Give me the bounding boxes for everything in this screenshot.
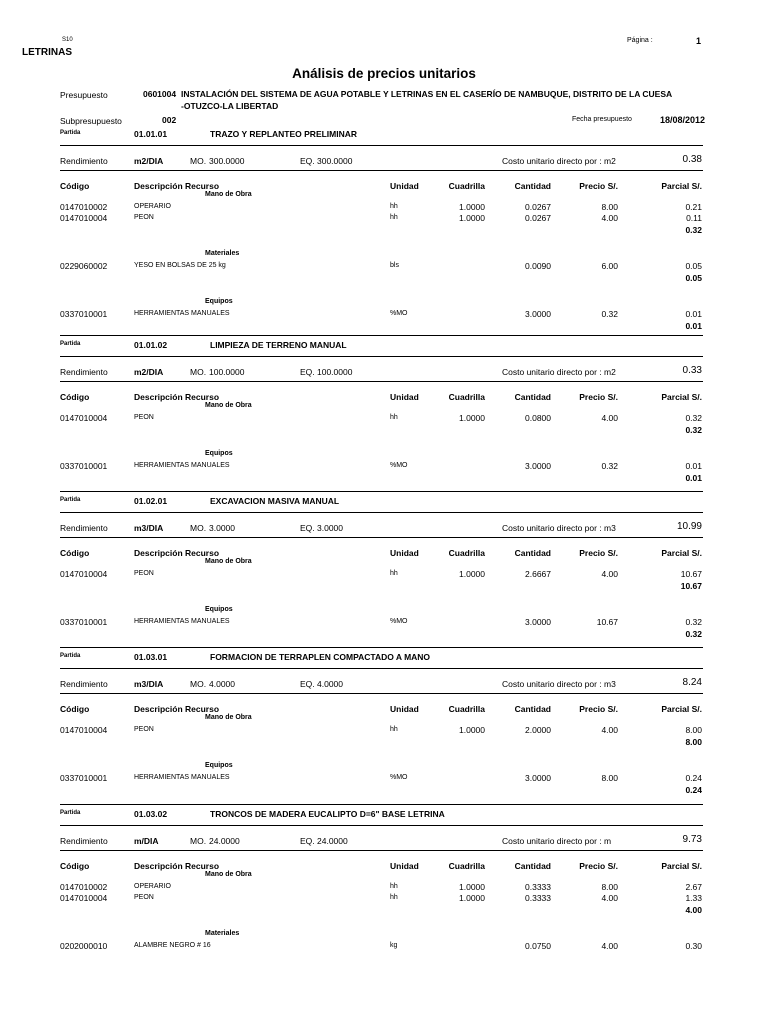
resource-precio: 6.00 [601, 261, 618, 271]
resource-code: 0337010001 [60, 617, 108, 627]
resource-code: 0147010004 [60, 725, 108, 735]
page-label: Página : [627, 37, 653, 44]
costo-unitario-value: 8.24 [682, 677, 702, 688]
column-codigo: Código [60, 548, 90, 558]
group-title: Mano de Obra [205, 871, 252, 878]
resource-parcial: 0.30 [685, 941, 702, 951]
subpresupuesto-code: 002 [162, 115, 177, 125]
resource-unit: hh [390, 414, 398, 421]
column-cantidad: Cantidad [514, 392, 551, 402]
resource-cuadrilla: 1.0000 [459, 725, 485, 735]
partida-name: TRAZO Y REPLANTEO PRELIMINAR [210, 129, 358, 139]
mo-label: MO. [190, 679, 207, 689]
eq-value: 24.0000 [317, 836, 348, 846]
rendimiento-unit: m2/DIA [134, 156, 164, 166]
partida-label: Partida [60, 130, 81, 136]
column-parcial: Parcial S/. [661, 704, 702, 714]
resource-precio: 4.00 [601, 893, 618, 903]
resource-code: 0337010001 [60, 461, 108, 471]
partida-label: Partida [60, 341, 81, 347]
column-precio: Precio S/. [579, 181, 618, 191]
resource-unit: hh [390, 883, 398, 890]
resource-unit: kg [390, 942, 398, 949]
presupuesto-code: 0601004 [143, 89, 177, 99]
costo-unitario-label: Costo unitario directo por : m3 [502, 523, 616, 533]
partida-divider [60, 145, 703, 146]
costo-unitario-value: 0.38 [682, 154, 702, 165]
resource-precio: 8.00 [601, 202, 618, 212]
group-subtotal: 0.32 [685, 629, 702, 639]
column-unidad: Unidad [390, 548, 419, 558]
eq-value: 100.0000 [317, 367, 353, 377]
resource-parcial: 1.33 [685, 893, 702, 903]
column-precio: Precio S/. [579, 861, 618, 871]
resource-code: 0147010002 [60, 882, 108, 892]
resource-parcial: 0.01 [685, 461, 702, 471]
resource-parcial: 0.21 [685, 202, 702, 212]
column-cuadrilla: Cuadrilla [448, 548, 485, 558]
eq-label: EQ. [300, 156, 315, 166]
rendimiento-label: Rendimiento [60, 523, 108, 533]
resource-description: PEON [134, 570, 154, 577]
resource-cantidad: 3.0000 [525, 773, 551, 783]
partida-code: 01.03.01 [134, 652, 168, 662]
resource-cantidad: 0.0800 [525, 413, 551, 423]
column-codigo: Código [60, 861, 90, 871]
resource-cuadrilla: 1.0000 [459, 882, 485, 892]
resource-cantidad: 0.3333 [525, 893, 551, 903]
partida-code: 01.02.01 [134, 496, 168, 506]
section-divider [60, 491, 703, 492]
column-cuadrilla: Cuadrilla [448, 181, 485, 191]
column-unidad: Unidad [390, 392, 419, 402]
resource-precio: 0.32 [601, 309, 618, 319]
rendimiento-label: Rendimiento [60, 367, 108, 377]
resource-parcial: 0.01 [685, 309, 702, 319]
resource-description: ALAMBRE NEGRO # 16 [134, 942, 211, 949]
resource-parcial: 0.24 [685, 773, 702, 783]
mo-value: 24.0000 [209, 836, 240, 846]
rendimiento-unit: m/DIA [134, 836, 159, 846]
resource-precio: 8.00 [601, 882, 618, 892]
fecha-label: Fecha presupuesto [572, 116, 632, 123]
document-title: Análisis de precios unitarios [292, 66, 476, 81]
mo-value: 4.0000 [209, 679, 235, 689]
group-title: Mano de Obra [205, 714, 252, 721]
eq-label: EQ. [300, 367, 315, 377]
resource-code: 0147010004 [60, 413, 108, 423]
system-code: S10 [62, 37, 73, 43]
costo-unitario-label: Costo unitario directo por : m [502, 836, 612, 846]
rendimiento-divider [60, 693, 703, 694]
column-unidad: Unidad [390, 704, 419, 714]
resource-precio: 4.00 [601, 725, 618, 735]
group-title: Equipos [205, 606, 233, 613]
resource-unit: %MO [390, 310, 408, 317]
resource-description: PEON [134, 214, 154, 221]
resource-cantidad: 0.0750 [525, 941, 551, 951]
mo-label: MO. [190, 523, 207, 533]
resource-description: PEON [134, 726, 154, 733]
column-parcial: Parcial S/. [661, 861, 702, 871]
rendimiento-label: Rendimiento [60, 679, 108, 689]
costo-unitario-value: 10.99 [676, 521, 702, 532]
eq-value: 3.0000 [317, 523, 343, 533]
resource-description: PEON [134, 894, 154, 901]
resource-parcial: 0.32 [685, 413, 702, 423]
resource-cantidad: 2.0000 [525, 725, 551, 735]
resource-description: HERRAMIENTAS MANUALES [134, 774, 230, 781]
resource-cantidad: 0.3333 [525, 882, 551, 892]
column-descripcion: Descripción Recurso [134, 392, 220, 402]
group-subtotal: 0.24 [685, 785, 702, 795]
column-precio: Precio S/. [579, 548, 618, 558]
resource-parcial: 0.32 [685, 617, 702, 627]
eq-value: 4.0000 [317, 679, 343, 689]
resource-precio: 4.00 [601, 413, 618, 423]
resource-precio: 10.67 [596, 617, 618, 627]
partida-divider [60, 825, 703, 826]
project-name: LETRINAS [22, 47, 72, 58]
partida-code: 01.03.02 [134, 809, 168, 819]
mo-label: MO. [190, 836, 207, 846]
rendimiento-divider [60, 381, 703, 382]
resource-unit: %MO [390, 462, 408, 469]
resource-unit: bls [390, 262, 399, 269]
resource-cantidad: 0.0090 [525, 261, 551, 271]
section-divider [60, 804, 703, 805]
resource-code: 0147010004 [60, 893, 108, 903]
rendimiento-unit: m2/DIA [134, 367, 164, 377]
group-title: Mano de Obra [205, 558, 252, 565]
group-title: Materiales [205, 250, 240, 257]
rendimiento-unit: m3/DIA [134, 523, 164, 533]
column-precio: Precio S/. [579, 392, 618, 402]
resource-precio: 8.00 [601, 773, 618, 783]
partida-code: 01.01.02 [134, 340, 168, 350]
subpresupuesto-label: Subpresupuesto [60, 116, 122, 126]
resource-cantidad: 0.0267 [525, 213, 551, 223]
group-subtotal: 0.05 [685, 273, 702, 283]
presupuesto-desc-line2: -OTUZCO-LA LIBERTAD [181, 101, 279, 111]
fecha-value: 18/08/2012 [660, 115, 706, 125]
group-subtotal: 4.00 [685, 905, 702, 915]
resource-description: HERRAMIENTAS MANUALES [134, 462, 230, 469]
resource-parcial: 0.11 [686, 213, 702, 223]
partida-label: Partida [60, 653, 81, 659]
column-cuadrilla: Cuadrilla [448, 392, 485, 402]
resource-code: 0147010002 [60, 202, 108, 212]
column-parcial: Parcial S/. [661, 548, 702, 558]
costo-unitario-label: Costo unitario directo por : m2 [502, 367, 616, 377]
costo-unitario-label: Costo unitario directo por : m2 [502, 156, 616, 166]
partida-code: 01.01.01 [134, 129, 168, 139]
column-unidad: Unidad [390, 861, 419, 871]
group-subtotal: 0.01 [685, 473, 702, 483]
rendimiento-divider [60, 537, 703, 538]
partida-divider [60, 356, 703, 357]
column-descripcion: Descripción Recurso [134, 861, 220, 871]
resource-cuadrilla: 1.0000 [459, 893, 485, 903]
group-title: Mano de Obra [205, 402, 252, 409]
group-title: Equipos [205, 450, 233, 457]
group-subtotal: 0.32 [685, 425, 702, 435]
resource-cuadrilla: 1.0000 [459, 213, 485, 223]
resource-cantidad: 3.0000 [525, 309, 551, 319]
resource-parcial: 0.05 [685, 261, 702, 271]
resource-cantidad: 3.0000 [525, 461, 551, 471]
rendimiento-unit: m3/DIA [134, 679, 164, 689]
mo-label: MO. [190, 156, 207, 166]
partida-name: FORMACION DE TERRAPLEN COMPACTADO A MANO [210, 652, 431, 662]
column-precio: Precio S/. [579, 704, 618, 714]
column-codigo: Código [60, 181, 90, 191]
mo-value: 3.0000 [209, 523, 235, 533]
rendimiento-divider [60, 170, 703, 171]
resource-code: 0202000010 [60, 941, 108, 951]
rendimiento-label: Rendimiento [60, 156, 108, 166]
column-cuadrilla: Cuadrilla [448, 704, 485, 714]
resource-parcial: 10.67 [680, 569, 702, 579]
column-codigo: Código [60, 704, 90, 714]
resource-precio: 4.00 [601, 213, 618, 223]
resource-code: 0147010004 [60, 213, 108, 223]
resource-description: OPERARIO [134, 883, 171, 890]
partida-name: LIMPIEZA DE TERRENO MANUAL [210, 340, 347, 350]
rendimiento-label: Rendimiento [60, 836, 108, 846]
partida-divider [60, 512, 703, 513]
presupuesto-label: Presupuesto [60, 90, 108, 100]
partida-name: TRONCOS DE MADERA EUCALIPTO D=6" BASE LETRINA [210, 809, 445, 819]
mo-label: MO. [190, 367, 207, 377]
column-cantidad: Cantidad [514, 861, 551, 871]
column-parcial: Parcial S/. [661, 181, 702, 191]
column-unidad: Unidad [390, 181, 419, 191]
eq-value: 300.0000 [317, 156, 353, 166]
group-title: Materiales [205, 930, 240, 937]
rendimiento-divider [60, 850, 703, 851]
resource-cantidad: 2.6667 [525, 569, 551, 579]
resource-unit: hh [390, 214, 398, 221]
costo-unitario-value: 0.33 [682, 365, 702, 376]
resource-unit: %MO [390, 774, 408, 781]
resource-precio: 4.00 [601, 569, 618, 579]
resource-cantidad: 3.0000 [525, 617, 551, 627]
section-divider [60, 647, 703, 648]
column-descripcion: Descripción Recurso [134, 704, 220, 714]
resource-precio: 4.00 [601, 941, 618, 951]
partida-label: Partida [60, 810, 81, 816]
costo-unitario-label: Costo unitario directo por : m3 [502, 679, 616, 689]
mo-value: 100.0000 [209, 367, 245, 377]
resource-parcial: 2.67 [685, 882, 702, 892]
presupuesto-desc-line1: INSTALACIÓN DEL SISTEMA DE AGUA POTABLE Y LETRINAS EN EL CASERÍO DE NAMBUQUE, DISTRITO DE LA CUESA [181, 89, 673, 99]
page-number: 1 [696, 36, 702, 46]
resource-precio: 0.32 [601, 461, 618, 471]
partida-label: Partida [60, 497, 81, 503]
mo-value: 300.0000 [209, 156, 245, 166]
group-title: Equipos [205, 762, 233, 769]
group-subtotal: 10.67 [680, 581, 702, 591]
group-subtotal: 0.32 [685, 225, 702, 235]
column-cuadrilla: Cuadrilla [448, 861, 485, 871]
resource-unit: hh [390, 726, 398, 733]
resource-unit: hh [390, 894, 398, 901]
resource-description: PEON [134, 414, 154, 421]
resource-unit: %MO [390, 618, 408, 625]
column-codigo: Código [60, 392, 90, 402]
eq-label: EQ. [300, 523, 315, 533]
column-cantidad: Cantidad [514, 704, 551, 714]
group-subtotal: 8.00 [685, 737, 702, 747]
resource-cuadrilla: 1.0000 [459, 413, 485, 423]
resource-code: 0229060002 [60, 261, 108, 271]
resource-cantidad: 0.0267 [525, 202, 551, 212]
column-descripcion: Descripción Recurso [134, 548, 220, 558]
group-subtotal: 0.01 [685, 321, 702, 331]
eq-label: EQ. [300, 836, 315, 846]
column-parcial: Parcial S/. [661, 392, 702, 402]
resource-description: YESO EN BOLSAS DE 25 kg [134, 262, 226, 269]
resource-unit: hh [390, 570, 398, 577]
resource-cuadrilla: 1.0000 [459, 202, 485, 212]
resource-unit: hh [390, 203, 398, 210]
column-cantidad: Cantidad [514, 181, 551, 191]
section-divider [60, 335, 703, 336]
group-title: Equipos [205, 298, 233, 305]
resource-description: HERRAMIENTAS MANUALES [134, 310, 230, 317]
eq-label: EQ. [300, 679, 315, 689]
column-descripcion: Descripción Recurso [134, 181, 220, 191]
resource-description: OPERARIO [134, 203, 171, 210]
resource-code: 0147010004 [60, 569, 108, 579]
partida-name: EXCAVACION MASIVA MANUAL [210, 496, 340, 506]
column-cantidad: Cantidad [514, 548, 551, 558]
costo-unitario-value: 9.73 [682, 834, 702, 845]
resource-description: HERRAMIENTAS MANUALES [134, 618, 230, 625]
resource-parcial: 8.00 [685, 725, 702, 735]
resource-code: 0337010001 [60, 309, 108, 319]
resource-code: 0337010001 [60, 773, 108, 783]
resource-cuadrilla: 1.0000 [459, 569, 485, 579]
group-title: Mano de Obra [205, 191, 252, 198]
partida-divider [60, 668, 703, 669]
